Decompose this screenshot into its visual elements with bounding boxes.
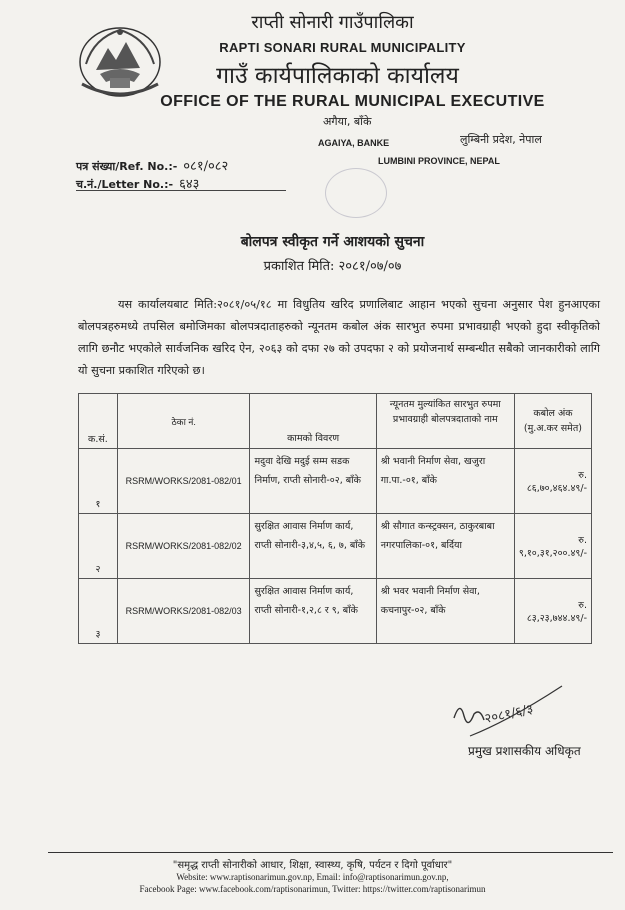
ref-label: पत्र संख्या/Ref. No.:- bbox=[76, 160, 178, 173]
ref-underline bbox=[76, 190, 286, 191]
row-desc: मदुवा देखि मदुई सम्म सडक निर्माण, राप्ती सोनारी-०२, बाँके bbox=[250, 449, 376, 514]
row-amount: रु. ८६,७०,४६४.४९/- bbox=[514, 449, 591, 514]
municipality-name-english: RAPTI SONARI RURAL MUNICIPALITY bbox=[219, 40, 466, 55]
signatory-title: प्रमुख प्रशासकीय अधिकृत bbox=[468, 744, 581, 758]
header-amount: कबोल अंक (मु.अ.कर समेत) bbox=[514, 394, 591, 449]
office-name-english: OFFICE OF THE RURAL MUNICIPAL EXECUTIVE bbox=[160, 93, 545, 110]
header-code: ठेका नं. bbox=[117, 394, 250, 449]
table-row bbox=[79, 449, 592, 514]
notice-date: प्रकाशित मिति: २०८१/०७/०७ bbox=[263, 259, 402, 274]
table-header-row bbox=[79, 394, 592, 449]
office-stamp bbox=[325, 168, 387, 218]
signature-date: २०८१/६/३ bbox=[483, 702, 535, 727]
header-desc: कामको विवरण bbox=[250, 394, 376, 449]
notice-body: यस कार्यालयबाट मिति:२०८१/०५/१८ मा विधुतिय खरिद प्रणालिबाट आहान भएको सुचना अनुसार पेश हुनआएका बोलपत्रहरुमध्ये तपसिल बमोजिमका बोलपत्रदाताहरुको न्यूनतम कबोल अंक सारभुत रुपमा प्रभावग्राही भएको हुदा स्वीकृतिको लागि छनौट भएकोले सार्वजनिक खरिद ऐन, २०६३ को दफा २७ को उपदफा २ को प्रयोजनार्थ सम्बन्धीत सबैको जानकारीको लागि यो सुचना प्रकाशित गरिएको छ। bbox=[78, 298, 600, 377]
row-sn: १ bbox=[79, 449, 118, 514]
municipality-name-nepali: राप्ती सोनारी गाउँपालिका bbox=[251, 12, 414, 33]
notice-title: बोलपत्र स्वीकृत गर्ने आशयको सुचना bbox=[240, 234, 425, 250]
office-name-nepali: गाउँ कार्यपालिकाको कार्यालय bbox=[216, 63, 459, 89]
bid-table bbox=[78, 393, 592, 644]
table-row bbox=[79, 579, 592, 644]
location-english: AGAIYA, BANKE bbox=[318, 138, 390, 148]
province-nepali: लुम्बिनी प्रदेश, नेपाल bbox=[460, 133, 542, 146]
province-english: LUMBINI PROVINCE, NEPAL bbox=[378, 156, 500, 166]
row-bidder: श्री सौगात कन्स्ट्रक्सन, ठाकुरबाबा नगरपालिका-०१, बर्दिया bbox=[376, 514, 514, 579]
footer-social: Facebook Page: www.facebook.com/raptisonarimun, Twitter: https://twitter.com/raptisonarimun bbox=[139, 884, 486, 894]
row-bidder: श्री भवानी निर्माण सेवा, खजुरा गा.पा.-०१, बाँके bbox=[376, 449, 514, 514]
footer-divider bbox=[48, 852, 613, 853]
table-row bbox=[79, 514, 592, 579]
row-bidder: श्री भवर भवानी निर्माण सेवा, कचनापुर-०२, बाँके bbox=[376, 579, 514, 644]
ref-value: ०८१/०८२ bbox=[183, 159, 229, 174]
row-desc: सुरक्षित आवास निर्माण कार्य, राप्ती सोनारी-३,४,५, ६, ७, बाँके bbox=[250, 514, 376, 579]
row-code: RSRM/WORKS/2081-082/02 bbox=[117, 514, 250, 579]
row-code: RSRM/WORKS/2081-082/01 bbox=[117, 449, 250, 514]
row-code: RSRM/WORKS/2081-082/03 bbox=[117, 579, 250, 644]
row-sn: ३ bbox=[79, 579, 118, 644]
row-amount: रु. ८३,२३,७४४.४९/- bbox=[514, 579, 591, 644]
header-sn: क.सं. bbox=[79, 394, 118, 449]
footer-website: Website: www.raptisonarimun.gov.np, Email: info@raptisonarimun.gov.np, bbox=[176, 872, 449, 882]
header-bidder: न्यूनतम मुल्यांकित सारभुत रुपमा प्रभावग्राही बोलपत्रदाताको नाम bbox=[376, 394, 514, 449]
ref-number bbox=[76, 156, 228, 174]
letter-label: च.नं./Letter No.:- bbox=[76, 178, 174, 191]
row-amount: रु. ९,१०,३१,२००.४९/- bbox=[514, 514, 591, 579]
row-sn: २ bbox=[79, 514, 118, 579]
letter-value: ६४३ bbox=[179, 177, 200, 192]
location-nepali: अगैया, बाँके bbox=[323, 115, 372, 128]
row-desc: सुरक्षित आवास निर्माण कार्य, राप्ती सोनारी-१,२,८ र ९, बाँके bbox=[250, 579, 376, 644]
footer-slogan: "समृद्ध राप्ती सोनारीको आधार, शिक्षा, स्वास्थ्य, कृषि, पर्यटन र दिगो पूर्वाधार" bbox=[172, 860, 453, 871]
